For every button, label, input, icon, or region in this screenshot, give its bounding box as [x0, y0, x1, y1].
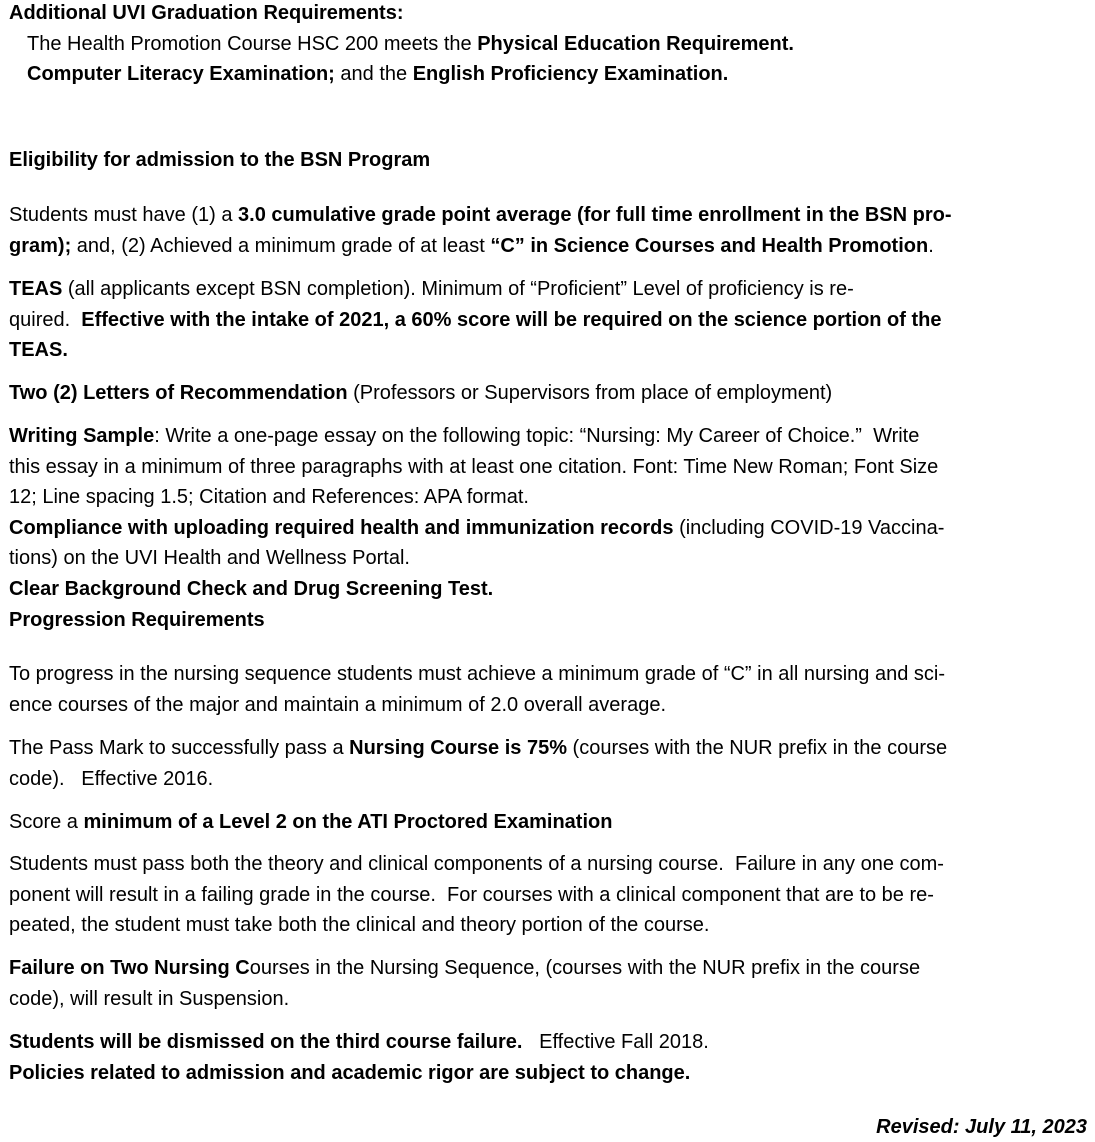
progression-heading: Progression Requirements: [9, 608, 265, 631]
compliance-paragraph: Compliance with uploading required health and immunization records (including COVID-19 Vaccina-: [9, 516, 945, 539]
graduation-line-1: The Health Promotion Course HSC 200 meets the Physical Education Requirement.: [27, 32, 794, 55]
ati-paragraph: Score a minimum of a Level 2 on the ATI Proctored Examination: [9, 811, 613, 833]
suspension-paragraph: Failure on Two Nursing Courses in the Nursing Sequence, (courses with the NUR prefix in the course code), will result in Suspension.: [9, 957, 921, 1010]
graduation-heading: Additional UVI Graduation Requirements:: [9, 2, 404, 24]
progression-paragraph-1: To progress in the nursing sequence students must achieve a minimum grade of “C” in all nursing and sci- ence courses of the major and maintain a minimum of 2.0 overall average.: [9, 663, 946, 716]
theory-clinical-paragraph: Students must pass both the theory and clinical components of a nursing course. Failure in any one com- ponent will result in a failing grade in the course. For courses with a clinical component that are to be re- peated, the student must take both the clinical and theory portion of the course.: [9, 853, 944, 937]
eligibility-heading: Eligibility for admission to the BSN Program: [9, 149, 431, 171]
pass-mark-paragraph: The Pass Mark to successfully pass a Nursing Course is 75% (courses with the NUR prefix in the course code). Effective 2016.: [9, 737, 948, 790]
graduation-line-2: Computer Literacy Examination; and the English Proficiency Examination.: [27, 63, 729, 86]
dismissal-paragraph: Students will be dismissed on the third course failure. Effective Fall 2018. Policies related to admission and academic rigor are subject to change.: [9, 1027, 1089, 1088]
background-check-line: Clear Background Check and Drug Screening Test.: [9, 577, 494, 600]
revised-date: Revised: July 11, 2023: [876, 1116, 1087, 1138]
graduation-section: [9, 0, 1089, 90]
writing-sample-paragraph: Writing Sample: Write a one-page essay on the following topic: “Nursing: My Career of Choice.” Write this essay in a minimum of three paragraphs with at least one citation. Font: Time New Roman; Font Size 12; Line spacing 1.5; Citation and References: APA format. Compliance with uploading required health and immunization records (including COVID-19 Vaccina- tions) on the UVI Health and Wellness Portal. Clear Background Check and Drug Screening Test. Progression Requirements: [9, 421, 1089, 635]
policies-line: Policies related to admission and academic rigor are subject to change.: [9, 1061, 691, 1084]
gpa-paragraph: Students must have (1) a 3.0 cumulative grade point average (for full time enrollment in the BSN pro- gram); and, (2) Achieved a minimum grade of at least “C” in Science Courses and Health Promotion.: [9, 204, 952, 257]
teas-paragraph: TEAS (all applicants except BSN completion). Minimum of “Proficient” Level of proficiency is re- quired. Effective with the intake of 2021, a 60% score will be required on the science portion of the TEAS.: [9, 278, 942, 362]
recommendation-paragraph: Two (2) Letters of Recommendation (Professors or Supervisors from place of employment): [9, 382, 833, 404]
